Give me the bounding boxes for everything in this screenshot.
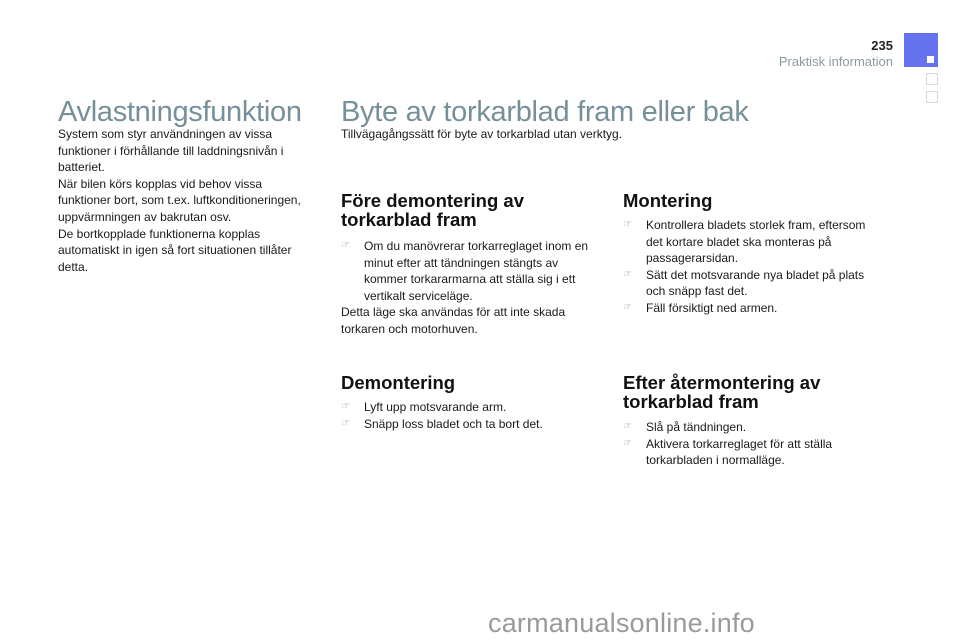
- main-title: Byte av torkarblad fram eller bak: [341, 96, 749, 128]
- step-item: ☞ Sätt det motsvarande nya bladet på plats och snäpp fast det.: [623, 267, 865, 299]
- section-note: Detta läge ska användas för att inte skada torkaren och motorhuven.: [341, 305, 566, 336]
- main-subtitle: Tillvägagångssätt för byte av torkarblad utan verktyg.: [341, 127, 623, 141]
- step-item: ☞ Slå på tändningen.: [623, 420, 747, 434]
- chapter-tab[interactable]: [926, 91, 938, 103]
- paragraph: När bilen körs kopplas vid behov vissa funktioner bort, som t.ex. luftkonditioneringen, uppvärmningen av bakrutan osv.: [58, 176, 301, 224]
- section-heading: Efter återmontering av torkarblad fram: [623, 372, 821, 412]
- left-body: [58, 126, 318, 275]
- pointing-hand-icon: ☞: [341, 240, 350, 251]
- step-item: ☞ Lyft upp motsvarande arm.: [341, 400, 507, 414]
- pointing-hand-icon: ☞: [623, 437, 632, 449]
- left-title: Avlastningsfunktion: [58, 96, 302, 128]
- paragraph: System som styr användningen av vissa funktioner i förhållande till laddningsnivån i batteriet.: [58, 127, 284, 175]
- paragraph: De bortkopplade funktionerna kopplas automatiskt in igen så fort situationen tillåter detta.: [58, 226, 292, 274]
- pointing-hand-icon: ☞: [341, 417, 350, 429]
- chapter-tab-active[interactable]: [904, 33, 938, 67]
- section-heading: Montering: [623, 190, 713, 211]
- step-item: ☞ Om du manövrerar torkarreglaget inom en minut efter att tändningen stängts av kommer torkararmarna att ställa sig i ett vertikalt serviceläge.: [341, 239, 589, 303]
- section-heading: Före demontering av torkarblad fram: [341, 190, 524, 230]
- section-montering: [623, 191, 883, 317]
- tab-marker-icon: [927, 56, 934, 63]
- watermark: carmanualsonline.info: [488, 608, 755, 638]
- pointing-hand-icon: ☞: [341, 401, 350, 412]
- page-number: 235: [871, 38, 893, 53]
- step-item: ☞ Snäpp loss bladet och ta bort det.: [341, 416, 543, 431]
- section-demontering: [341, 373, 591, 432]
- pointing-hand-icon: ☞: [623, 219, 632, 230]
- chapter-tab[interactable]: [926, 73, 938, 85]
- section-name: Praktisk information: [778, 54, 893, 69]
- section-fore-demontering: [341, 191, 591, 338]
- section-heading: Demontering: [341, 372, 456, 393]
- step-item: ☞ Fäll försiktigt ned armen.: [623, 300, 778, 315]
- step-item: ☞ Aktivera torkarreglaget för att ställa torkarbladen i normalläge.: [623, 436, 833, 468]
- section-efter-atermontering: [623, 373, 883, 469]
- pointing-hand-icon: ☞: [623, 421, 632, 432]
- step-item: ☞ Kontrollera bladets storlek fram, eftersom det kortare bladet ska monteras på passagerarsidan.: [623, 218, 866, 266]
- pointing-hand-icon: ☞: [623, 268, 632, 280]
- pointing-hand-icon: ☞: [623, 301, 632, 313]
